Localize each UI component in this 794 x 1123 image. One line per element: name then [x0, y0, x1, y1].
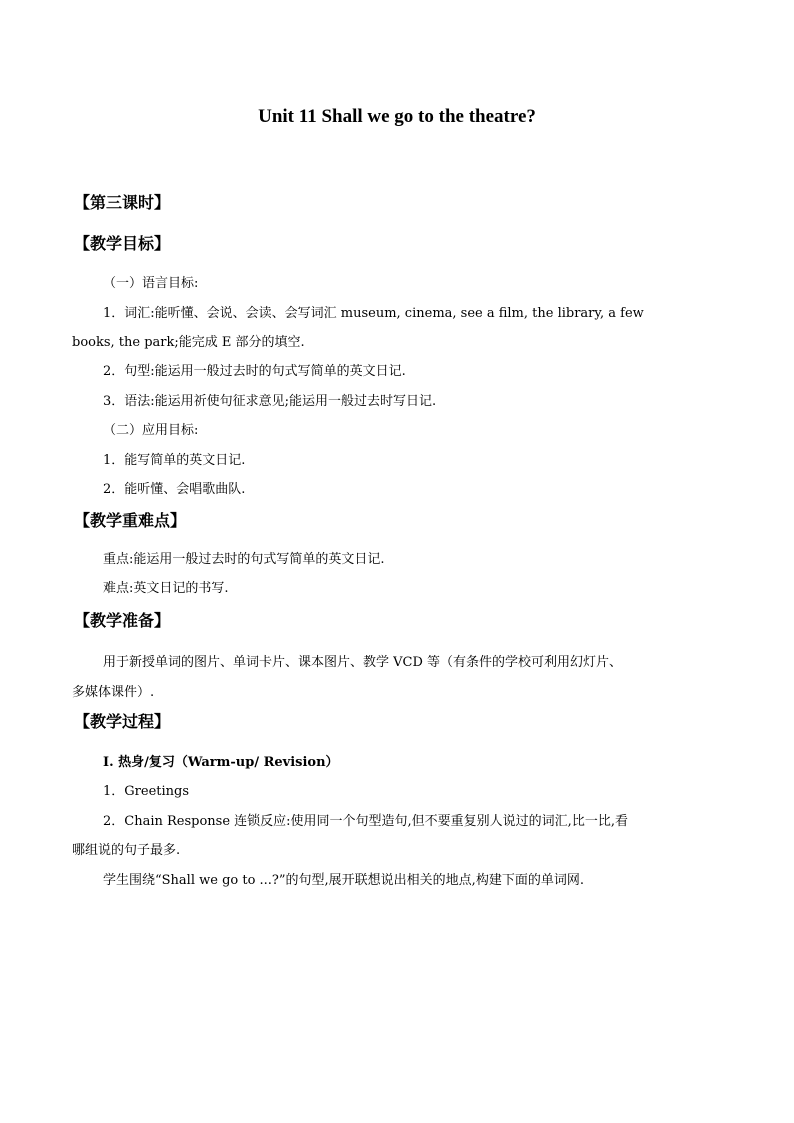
section-key-points-heading: 【教学重难点】 — [74, 511, 187, 530]
grammar-objective: 3．语法:能运用祈使句征求意见;能运用一般过去时写日记. — [103, 394, 437, 409]
section-process-heading: 【教学过程】 — [74, 712, 171, 731]
document-title: Unit 11 Shall we go to the theatre? — [258, 106, 536, 127]
application-objective-1: 1．能写简单的英文日记. — [103, 453, 246, 468]
preparation-line-1: 用于新授单词的图片、单词卡片、课本图片、教学 VCD 等（有条件的学校可利用幻灯片、 — [103, 655, 623, 670]
process-chain-response-line-1: 2．Chain Response 连锁反应:使用同一个句型造句,但不要重复别人说过的词汇,比一比,看 — [103, 814, 628, 829]
application-goal-heading: （二）应用目标: — [103, 423, 199, 438]
key-point-difficulty: 难点:英文日记的书写. — [103, 581, 229, 596]
application-objective-2: 2．能听懂、会唱歌曲队. — [103, 482, 246, 497]
vocabulary-objective-line-1: 1．词汇:能听懂、会说、会读、会写词汇 museum, cinema, see a film, the library, a few — [103, 306, 644, 321]
section-lesson-heading: 【第三课时】 — [74, 193, 171, 212]
key-point-focus: 重点:能运用一般过去时的句式写简单的英文日记. — [103, 552, 385, 567]
vocabulary-objective-line-2: books, the park;能完成 E 部分的填空. — [72, 335, 305, 350]
preparation-line-2: 多媒体课件）. — [72, 685, 155, 700]
section-preparation-heading: 【教学准备】 — [74, 611, 171, 630]
process-chain-response-line-2: 哪组说的句子最多. — [72, 843, 181, 858]
sentence-objective: 2．句型:能运用一般过去时的句式写简单的英文日记. — [103, 364, 406, 379]
warmup-subheading: I. 热身/复习（Warm-up/ Revision） — [103, 755, 339, 770]
process-greetings: 1．Greetings — [103, 784, 190, 799]
section-objectives-heading: 【教学目标】 — [74, 234, 171, 253]
process-students-activity: 学生围绕“Shall we go to ...?”的句型,展开联想说出相关的地点,构建下面的单词网. — [103, 873, 584, 888]
language-goal-heading: （一）语言目标: — [103, 276, 199, 291]
